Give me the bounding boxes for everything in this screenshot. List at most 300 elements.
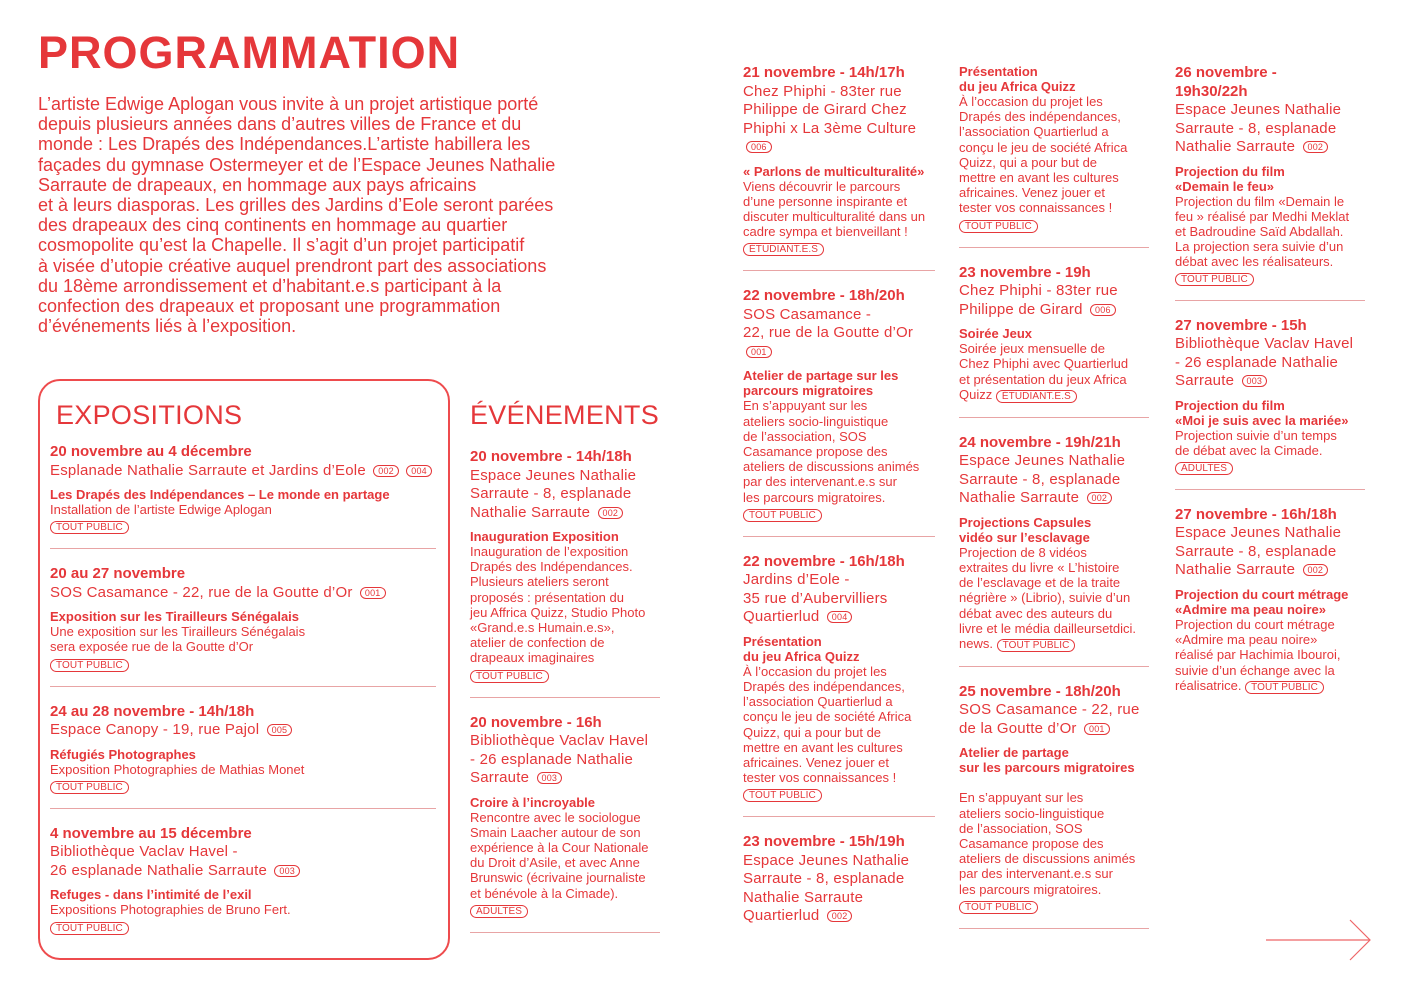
separator-line bbox=[50, 808, 436, 809]
event-date: 26 novembre - bbox=[1175, 64, 1277, 81]
separator-line bbox=[50, 548, 436, 549]
event-description: news. TOUT PUBLIC bbox=[959, 636, 1149, 652]
event-title: du jeu Africa Quizz bbox=[743, 648, 860, 664]
audience-tag-line bbox=[470, 667, 660, 683]
spacer bbox=[470, 788, 660, 795]
event-place-text: Phiphi x La 3ème Culture bbox=[743, 119, 917, 137]
event-title: « Parlons de multiculturalité» bbox=[743, 163, 925, 179]
event-entry bbox=[743, 833, 935, 926]
event-title: parcours migratoires bbox=[743, 383, 874, 399]
intro-line: L’artiste Edwige Aplogan vous invite à un projet artistique porté bbox=[38, 94, 539, 114]
expositions-heading: EXPOSITIONS bbox=[56, 400, 243, 430]
event-date: 22 novembre - 18h/20h bbox=[743, 287, 905, 305]
event-place-text: Esplanade Nathalie Sarraute et Jardins d’Eole bbox=[50, 461, 366, 479]
event-title: sur les parcours migratoires bbox=[959, 760, 1135, 776]
event-place bbox=[959, 301, 1149, 320]
event-description: mettre en avant les cultures bbox=[743, 739, 903, 755]
event-description: débat avec les réalisateurs. TOUT PUBLIC bbox=[1175, 254, 1334, 285]
separator-line bbox=[959, 928, 1149, 929]
event-place bbox=[1175, 138, 1365, 157]
event-description: En s’appuyant sur les bbox=[959, 790, 1084, 806]
event-entry bbox=[743, 287, 935, 521]
audience-tag-line bbox=[50, 778, 436, 794]
event-place-text: Bibliothèque Vaclav Havel - bbox=[50, 843, 238, 861]
event-title: Projections Capsules bbox=[959, 514, 1092, 530]
spacer bbox=[1175, 391, 1365, 398]
event-description: extraites du livre « L’histoire bbox=[959, 559, 1120, 575]
event-description: africaines. Venez jouer et bbox=[959, 185, 1105, 201]
event-date: 24 au 28 novembre - 14h/18h bbox=[50, 702, 255, 720]
event-place bbox=[1175, 335, 1365, 354]
event-place-text: Espace Jeunes Nathalie bbox=[743, 851, 910, 869]
separator-line bbox=[470, 932, 660, 933]
audience-tag: TOUT PUBLIC bbox=[50, 922, 129, 935]
event-description: Plusieurs ateliers seront bbox=[470, 574, 609, 590]
event-place bbox=[50, 843, 436, 862]
audience-tag: TOUT PUBLIC bbox=[959, 901, 1038, 914]
separator-line bbox=[743, 270, 935, 271]
event-entry bbox=[50, 825, 436, 935]
event-description: Casamance propose des bbox=[743, 443, 888, 459]
event-description: ateliers de discussions animés bbox=[743, 459, 920, 475]
event-place-text: Philippe de Girard Chez bbox=[743, 101, 907, 118]
venue-number-badge: 002 bbox=[598, 507, 624, 519]
event-place bbox=[959, 489, 1149, 508]
event-place-text: SOS Casamance - bbox=[743, 305, 872, 323]
event-description: ateliers de discussions animés bbox=[959, 851, 1136, 867]
event-description: Installation de l’artiste Edwige Aplogan bbox=[50, 502, 272, 517]
event-description: Inauguration de l’exposition bbox=[470, 544, 629, 559]
event-description: La projection sera suivie d’un bbox=[1175, 239, 1344, 255]
event-description: sera exposée rue de la Goutte d’Or bbox=[50, 639, 254, 655]
intro-paragraph bbox=[38, 94, 648, 336]
event-description: Quizz, qui a pour but de bbox=[959, 154, 1098, 170]
event-entry bbox=[959, 264, 1149, 403]
event-entry bbox=[50, 443, 436, 534]
event-title: «Demain le feu» bbox=[1175, 178, 1274, 194]
separator-line bbox=[959, 666, 1149, 667]
event-title: Atelier de partage bbox=[959, 745, 1069, 761]
event-description: discuter multiculturalité dans un bbox=[743, 208, 926, 224]
separator-line bbox=[1175, 489, 1365, 490]
event-entry bbox=[470, 714, 660, 918]
event-date: 21 novembre - 14h/17h bbox=[743, 64, 905, 81]
event-description: les parcours migratoires. bbox=[959, 881, 1102, 897]
audience-tag: TOUT PUBLIC bbox=[470, 670, 549, 683]
spacer bbox=[743, 157, 935, 164]
audience-tag: ÉTUDIANT.E.S bbox=[996, 390, 1077, 403]
event-description: Quizz, qui a pour but de bbox=[743, 724, 882, 740]
spacer bbox=[959, 319, 1149, 326]
event-place bbox=[1175, 372, 1365, 391]
event-description: d’une personne inspirante et bbox=[743, 193, 908, 209]
event-place-text: Sarraute - 8, esplanade bbox=[1175, 542, 1337, 560]
events-column-1 bbox=[470, 448, 660, 949]
event-description: l’association Quartierlud a bbox=[743, 694, 893, 710]
event-description: conçu le jeu de société Africa bbox=[959, 139, 1128, 155]
event-place bbox=[50, 462, 436, 481]
event-place bbox=[50, 721, 436, 740]
event-description: «Admire ma peau noire» bbox=[1175, 632, 1318, 648]
audience-tag: TOUT PUBLIC bbox=[743, 789, 822, 802]
audience-tag-line bbox=[470, 902, 660, 918]
event-description: Projection du film «Demain le bbox=[1175, 193, 1345, 209]
event-description: Chez Phiphi avec Quartierlud bbox=[959, 356, 1129, 372]
event-place-text: Espace Jeunes Nathalie bbox=[1175, 101, 1342, 118]
event-place-text: Chez Phiphi - 83ter rue bbox=[959, 282, 1118, 300]
event-date: 25 novembre - 18h/20h bbox=[959, 682, 1121, 700]
event-place bbox=[959, 720, 1149, 739]
intro-line: d’événements liés à l’exposition. bbox=[38, 316, 297, 337]
event-title: Réfugiés Photographes bbox=[50, 746, 196, 762]
intro-line: du 18ème arrondissement et d’habitant.e.s participant à la bbox=[38, 275, 502, 296]
event-place-text: - 26 esplanade Nathalie bbox=[1175, 353, 1339, 371]
event-description: de l’association, SOS bbox=[959, 820, 1083, 836]
event-description: débat avec des auteurs du bbox=[959, 605, 1113, 621]
event-place bbox=[1175, 354, 1365, 373]
intro-line: façades du gymnase Ostermeyer et de l’Espace Jeunes Nathalie bbox=[38, 154, 556, 175]
event-description: cadre sympa et bienveillant ! bbox=[743, 224, 908, 240]
audience-tag-line bbox=[743, 786, 935, 802]
event-place bbox=[743, 306, 935, 325]
venue-number-badge: 006 bbox=[746, 141, 772, 153]
event-place-text: Chez Phiphi - 83ter rue bbox=[743, 82, 902, 100]
event-place bbox=[1175, 524, 1365, 543]
event-description: les parcours migratoires. bbox=[743, 489, 886, 505]
event-place-text: Quartierlud bbox=[743, 608, 820, 626]
event-place-text: Bibliothèque Vaclav Havel bbox=[470, 732, 649, 750]
spacer bbox=[959, 508, 1149, 515]
event-date: 20 au 27 novembre bbox=[50, 565, 186, 583]
event-place-text: Espace Jeunes Nathalie bbox=[1175, 524, 1342, 542]
event-description bbox=[959, 775, 1149, 790]
venue-number-badge: 006 bbox=[1090, 304, 1116, 316]
event-description: par des intervenant.e.s sur bbox=[743, 474, 897, 490]
event-place bbox=[1175, 561, 1365, 580]
audience-tag: TOUT PUBLIC bbox=[743, 509, 822, 522]
event-place bbox=[743, 889, 935, 908]
event-place bbox=[959, 471, 1149, 490]
event-place-text: Nathalie Sarraute bbox=[743, 888, 864, 906]
event-description: et Badroudine Saïd Abdallah. bbox=[1175, 223, 1344, 239]
event-description: et bénévole à la Cimade). bbox=[470, 885, 619, 901]
event-title: Projection du film bbox=[1175, 397, 1285, 413]
intro-line: des drapeaux des cinq continents en hommage au quartier bbox=[38, 215, 508, 236]
event-date: 23 novembre - 15h/19h bbox=[743, 833, 905, 851]
event-description: Une exposition sur les Tirailleurs Sénégalais bbox=[50, 624, 306, 640]
spacer bbox=[50, 602, 436, 609]
venue-number-badge: 001 bbox=[746, 346, 772, 358]
intro-line: à visée d’utopie créative auquel prendront part des associations bbox=[38, 255, 547, 276]
event-description: expérience à la Cour Nationale bbox=[470, 840, 649, 856]
event-place-text: Philippe de Girard bbox=[959, 300, 1083, 318]
event-title: Atelier de partage sur les bbox=[743, 368, 899, 384]
event-entry bbox=[743, 553, 935, 803]
event-date: 19h30/22h bbox=[1175, 82, 1248, 100]
event-place-text: Espace Canopy - 19, rue Pajol bbox=[50, 721, 260, 739]
event-place bbox=[959, 701, 1149, 720]
event-place bbox=[470, 751, 660, 770]
audience-tag-line bbox=[743, 240, 935, 256]
audience-tag: TOUT PUBLIC bbox=[997, 639, 1076, 652]
event-title: Présentation bbox=[743, 633, 822, 649]
event-title: Refuges - dans l’intimité de l’exil bbox=[50, 887, 252, 903]
event-title: «Admire ma peau noire» bbox=[1175, 601, 1326, 617]
audience-tag-line bbox=[50, 656, 436, 672]
event-title: Exposition sur les Tirailleurs Sénégalais bbox=[50, 609, 300, 625]
event-description: drapeaux imaginaires bbox=[470, 650, 595, 666]
event-entry bbox=[1175, 317, 1365, 475]
intro-line: Sarraute de drapeaux, en hommage aux pays africains bbox=[38, 174, 477, 195]
spacer bbox=[50, 480, 436, 487]
event-description: Rencontre avec le sociologue bbox=[470, 809, 641, 825]
expositions-list bbox=[50, 443, 436, 935]
event-place bbox=[470, 769, 660, 788]
event-description: tester vos connaissances ! bbox=[743, 770, 897, 786]
event-description: Exposition Photographies de Mathias Monet bbox=[50, 761, 305, 777]
event-description: proposés : présentation du bbox=[470, 589, 624, 605]
event-description: suivie d’un échange avec la bbox=[1175, 662, 1335, 678]
event-entry bbox=[1175, 64, 1365, 286]
event-place bbox=[50, 862, 436, 881]
event-place bbox=[743, 571, 935, 590]
event-entry bbox=[50, 565, 436, 671]
spacer bbox=[959, 738, 1149, 745]
event-entry bbox=[959, 683, 1149, 914]
event-place-text: Sarraute - 8, esplanade bbox=[743, 870, 905, 888]
event-description: Expositions Photographies de Bruno Fert. bbox=[50, 902, 291, 918]
venue-number-badge: 002 bbox=[827, 910, 853, 922]
event-place-text: Nathalie Sarraute bbox=[1175, 561, 1296, 579]
event-entry bbox=[1175, 506, 1365, 694]
event-place bbox=[743, 907, 935, 926]
spacer bbox=[50, 880, 436, 887]
spacer bbox=[743, 361, 935, 368]
evenements-heading: ÉVÉNEMENTS bbox=[470, 400, 660, 430]
event-description: En s’appuyant sur les bbox=[743, 398, 868, 414]
event-description: Viens découvrir le parcours bbox=[743, 178, 901, 194]
audience-tag-line bbox=[959, 898, 1149, 914]
event-description: Projection du court métrage bbox=[1175, 616, 1335, 632]
event-place-text: de la Goutte d’Or bbox=[959, 719, 1077, 737]
event-description: conçu le jeu de société Africa bbox=[743, 709, 912, 725]
events-column-4 bbox=[1175, 64, 1365, 694]
audience-tag: TOUT PUBLIC bbox=[50, 781, 129, 794]
event-place bbox=[743, 608, 935, 627]
intro-line: et à leurs diasporas. Les grilles des Jardins d’Eole seront parées bbox=[38, 195, 554, 216]
event-place bbox=[1175, 543, 1365, 562]
event-description: Drapés des Indépendances. bbox=[470, 559, 633, 575]
event-place-text: Jardins d’Eole - bbox=[743, 571, 850, 589]
separator-line bbox=[959, 417, 1149, 418]
event-date: 4 novembre au 15 décembre bbox=[50, 824, 252, 842]
audience-tag: TOUT PUBLIC bbox=[1245, 681, 1324, 694]
event-place-text: SOS Casamance - 22, rue bbox=[959, 701, 1140, 719]
audience-tag-line bbox=[743, 506, 935, 522]
event-description: Quizz ÉTUDIANT.E.S bbox=[959, 387, 1149, 403]
event-place bbox=[470, 732, 660, 751]
event-description: tester vos connaissances ! bbox=[959, 200, 1113, 216]
event-description: Brunswic (écrivaine journaliste bbox=[470, 870, 646, 886]
event-place-text: - 26 esplanade Nathalie bbox=[470, 750, 634, 768]
event-date: 27 novembre - 16h/18h bbox=[1175, 505, 1337, 523]
event-entry bbox=[743, 64, 935, 256]
event-title: «Moi je suis avec la mariée» bbox=[1175, 412, 1349, 428]
event-description: Drapés des indépendances, bbox=[743, 678, 905, 694]
event-description: africaines. Venez jouer et bbox=[743, 754, 889, 770]
event-place bbox=[470, 485, 660, 504]
event-place-text: 26 esplanade Nathalie Sarraute bbox=[50, 861, 267, 879]
event-description: Casamance propose des bbox=[959, 836, 1104, 852]
event-description: Drapés des indépendances, bbox=[959, 109, 1121, 125]
event-place bbox=[743, 101, 935, 120]
event-place-text: Espace Jeunes Nathalie bbox=[959, 452, 1126, 470]
event-place bbox=[470, 467, 660, 486]
event-place bbox=[743, 120, 935, 157]
spacer bbox=[1175, 580, 1365, 587]
event-description: réalisatrice. TOUT PUBLIC bbox=[1175, 678, 1365, 694]
events-column-2 bbox=[743, 64, 935, 926]
event-place bbox=[50, 584, 436, 603]
event-title: du jeu Africa Quizz bbox=[959, 79, 1076, 94]
intro-line: cosmopolite qu’est la Chapelle. Il s’agit d’un projet participatif bbox=[38, 235, 525, 256]
venue-number-badge: 005 bbox=[267, 724, 293, 736]
spacer bbox=[50, 740, 436, 747]
event-place-text: 22, rue de la Goutte d’Or bbox=[743, 324, 914, 342]
event-description: ateliers socio-linguistique bbox=[959, 805, 1105, 821]
arrow-right-icon[interactable] bbox=[1264, 918, 1374, 962]
venue-number-badge: 001 bbox=[1084, 723, 1110, 735]
event-place-text: Sarraute - 8, esplanade bbox=[959, 470, 1121, 488]
event-place bbox=[1175, 120, 1365, 139]
event-place bbox=[470, 504, 660, 523]
event-description: Projection de 8 vidéos bbox=[959, 544, 1087, 560]
intro-line: depuis plusieurs années dans d’autres villes de France et du bbox=[38, 114, 522, 135]
event-place-text: Bibliothèque Vaclav Havel bbox=[1175, 335, 1354, 353]
spacer bbox=[1175, 157, 1365, 164]
event-place bbox=[959, 282, 1149, 301]
event-place bbox=[743, 83, 935, 102]
event-place-text: SOS Casamance - 22, rue de la Goutte d’Or bbox=[50, 583, 353, 601]
event-description: et présentation du jeux Africa bbox=[959, 371, 1127, 387]
event-entry bbox=[50, 703, 436, 794]
venue-number-badge: 003 bbox=[537, 772, 563, 784]
venue-number-badge: 003 bbox=[1242, 375, 1268, 387]
event-description: négrière » (Librio), suivie d’un bbox=[959, 590, 1131, 606]
event-place-text: Sarraute - 8, esplanade bbox=[470, 485, 632, 502]
event-place-text: Sarraute bbox=[470, 769, 530, 787]
event-description: réalisé par Hachimia Ibouroi, bbox=[1175, 647, 1341, 663]
event-entry bbox=[470, 448, 660, 683]
event-entry bbox=[959, 434, 1149, 652]
event-place bbox=[743, 324, 935, 361]
event-title: Les Drapés des Indépendances – Le monde en partage bbox=[50, 487, 390, 502]
event-date: 23 novembre - 19h bbox=[959, 263, 1091, 281]
event-title: Croire à l’incroyable bbox=[470, 794, 595, 810]
event-description: de l’association, SOS bbox=[743, 428, 867, 444]
audience-tag: ÉTUDIANT.E.S bbox=[743, 243, 824, 256]
intro-line: confection des drapeaux et proposant une programmation bbox=[38, 296, 501, 317]
event-description: de l’esclavage et de la traite bbox=[959, 575, 1121, 591]
event-description: jeu Affrica Quizz, Studio Photo bbox=[470, 604, 646, 620]
event-title: Inauguration Exposition bbox=[470, 529, 619, 544]
event-place-text: Nathalie Sarraute bbox=[1175, 138, 1296, 155]
event-description: À l’occasion du projet les bbox=[743, 663, 887, 679]
audience-tag-line bbox=[50, 919, 436, 935]
venue-number-badge: 003 bbox=[274, 865, 300, 877]
audience-tag: ADULTES bbox=[1175, 462, 1233, 475]
event-description: À l’occasion du projet les bbox=[959, 94, 1103, 109]
event-date: 22 novembre - 16h/18h bbox=[743, 552, 905, 570]
event-date: 20 novembre - 14h/18h bbox=[470, 448, 632, 465]
separator-line bbox=[743, 816, 935, 817]
event-place-text: Sarraute - 8, esplanade bbox=[1175, 119, 1337, 137]
event-place-text: Sarraute bbox=[1175, 372, 1235, 390]
event-description: mettre en avant les cultures bbox=[959, 170, 1119, 186]
event-date: 24 novembre - 19h/21h bbox=[959, 433, 1121, 451]
separator-line bbox=[959, 247, 1149, 248]
separator-line bbox=[1175, 300, 1365, 301]
event-place-text: Espace Jeunes Nathalie bbox=[470, 466, 637, 484]
page-title: PROGRAMMATION bbox=[38, 27, 461, 78]
spacer bbox=[470, 522, 660, 529]
event-place-text: Nathalie Sarraute bbox=[470, 503, 591, 521]
event-title: Présentation bbox=[959, 64, 1038, 79]
separator-line bbox=[743, 536, 935, 537]
venue-number-badge: 004 bbox=[827, 611, 853, 623]
audience-tag-line bbox=[1175, 459, 1365, 475]
venue-number-badge: 002 bbox=[1303, 141, 1329, 153]
event-place bbox=[959, 452, 1149, 471]
venue-number-badge: 002 bbox=[1087, 492, 1113, 504]
event-place bbox=[743, 852, 935, 871]
venue-number-badge: 002 bbox=[373, 465, 399, 477]
event-title: Projection du film bbox=[1175, 163, 1285, 179]
audience-tag: TOUT PUBLIC bbox=[959, 220, 1038, 233]
event-description: Projection suivie d’un temps bbox=[1175, 427, 1337, 443]
spacer bbox=[743, 627, 935, 634]
event-description: feu » réalisé par Medhi Meklat bbox=[1175, 208, 1350, 224]
audience-tag: TOUT PUBLIC bbox=[50, 659, 129, 672]
event-title: Projection du court métrage bbox=[1175, 586, 1349, 602]
event-description: «Grand.e.s Humain.e.s», bbox=[470, 620, 615, 636]
event-description: Soirée jeux mensuelle de bbox=[959, 341, 1105, 357]
event-title: vidéo sur l’esclavage bbox=[959, 529, 1090, 545]
separator-line bbox=[470, 697, 660, 698]
separator-line bbox=[50, 686, 436, 687]
event-date: 20 novembre au 4 décembre bbox=[50, 443, 252, 460]
audience-tag: ADULTES bbox=[470, 905, 528, 918]
event-place-text: Nathalie Sarraute bbox=[959, 489, 1080, 507]
events-column-3 bbox=[959, 64, 1149, 945]
event-description: du Droit d’Asile, et avec Anne bbox=[470, 855, 640, 871]
event-date: 27 novembre - 15h bbox=[1175, 316, 1307, 334]
event-place bbox=[743, 590, 935, 609]
event-place-text: 35 rue d’Aubervilliers bbox=[743, 589, 888, 607]
venue-number-badge: 001 bbox=[360, 587, 386, 599]
venue-number-badge: 004 bbox=[406, 465, 432, 477]
audience-tag-line bbox=[959, 217, 1149, 233]
event-place-text: Quartierlud bbox=[743, 907, 820, 925]
event-place bbox=[743, 870, 935, 889]
intro-line: monde : Les Drapés des Indépendances.L’artiste habillera les bbox=[38, 134, 531, 155]
event-description: Smain Laacher autour de son bbox=[470, 824, 641, 840]
event-description: l’association Quartierlud a bbox=[959, 124, 1109, 140]
event-entry bbox=[959, 64, 1149, 233]
audience-tag-line bbox=[50, 518, 436, 534]
audience-tag: TOUT PUBLIC bbox=[50, 521, 129, 534]
event-description: livre et le média dailleursetdici. bbox=[959, 620, 1137, 636]
